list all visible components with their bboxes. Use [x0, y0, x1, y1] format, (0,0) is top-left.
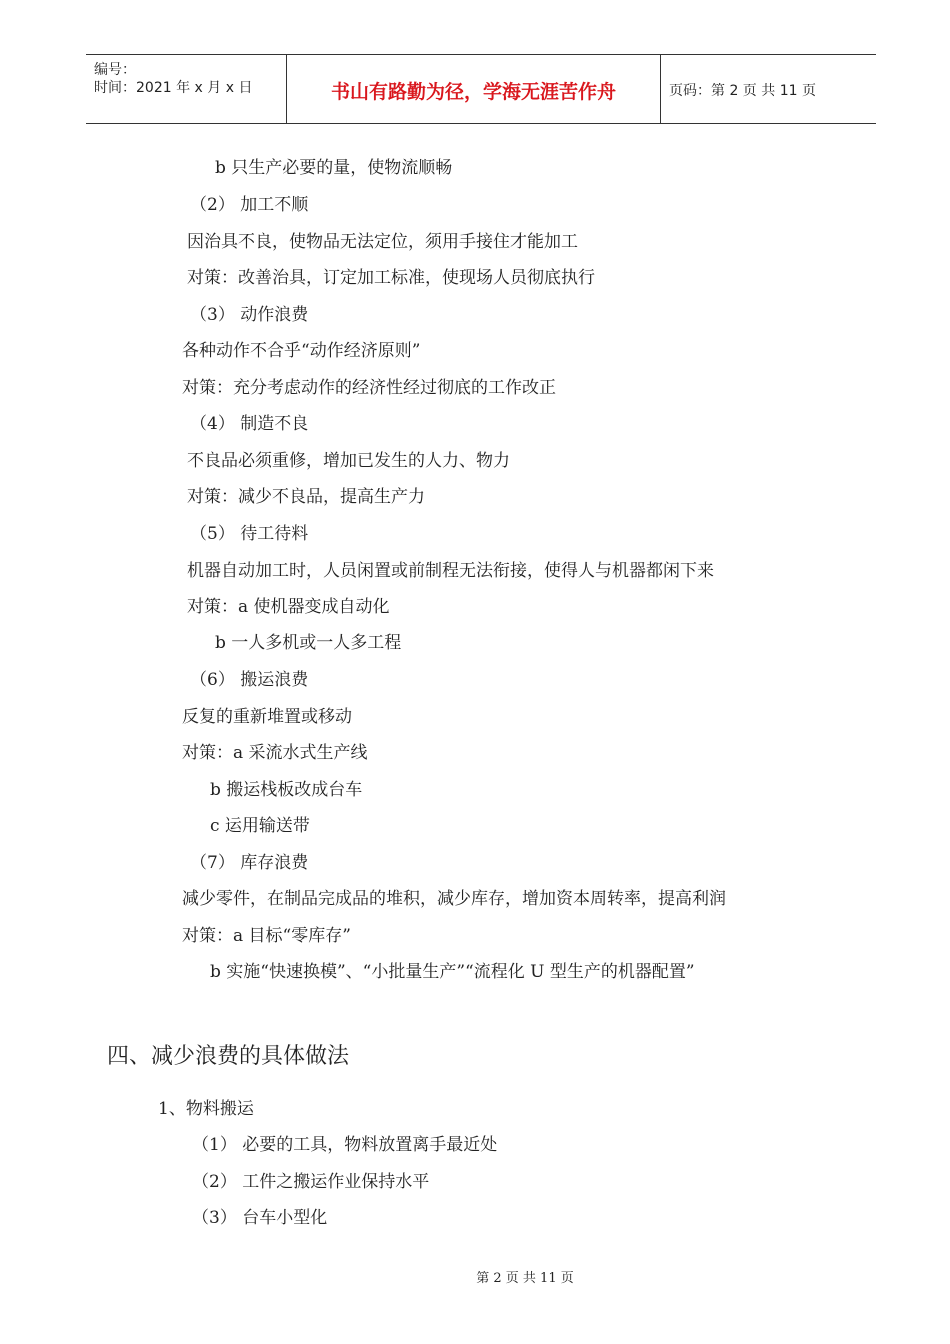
body-line: （6） 搬运浪费 — [190, 670, 309, 690]
body-line: （5） 待工待料 — [190, 524, 309, 544]
body-line: 不良品必须重修，增加已发生的人力、物力 — [187, 451, 510, 471]
body-line: 各种动作不合乎“动作经济原则” — [182, 341, 421, 361]
body-line: （3） 动作浪费 — [190, 305, 309, 325]
body-line: （4） 制造不良 — [190, 414, 309, 434]
document-time-label: 时间：2021 年 x 月 x 日 — [94, 80, 253, 96]
header-meta — [94, 61, 252, 97]
body-line: （7） 库存浪费 — [190, 853, 309, 873]
section-item: （3） 台车小型化 — [192, 1208, 328, 1228]
section-item: （2） 工件之搬运作业保持水平 — [192, 1172, 430, 1192]
body-line: b 搬运栈板改成台车 — [210, 780, 363, 800]
body-line: 因治具不良，使物品无法定位，须用手接住才能加工 — [187, 232, 578, 252]
header-page-number: 页码：第 2 页 共 11 页 — [669, 83, 816, 99]
body-line: 对策：a 使机器变成自动化 — [187, 597, 390, 617]
header-divider-right — [660, 55, 661, 123]
body-line: b 一人多机或一人多工程 — [215, 633, 402, 653]
body-line: 反复的重新堆置或移动 — [182, 707, 352, 727]
body-line: 对策：减少不良品，提高生产力 — [187, 487, 425, 507]
header-motto: 书山有路勤为径，学海无涯苦作舟 — [330, 81, 616, 103]
body-line: c 运用输送带 — [210, 816, 310, 836]
body-line: 对策：a 目标“零库存” — [182, 926, 351, 946]
body-line: 减少零件，在制品完成品的堆积，减少库存，增加资本周转率，提高利润 — [182, 889, 726, 909]
body-line: b 只生产必要的量，使物流顺畅 — [215, 158, 453, 178]
section-heading: 四、减少浪费的具体做法 — [107, 1044, 350, 1069]
body-line: （2） 加工不顺 — [190, 195, 309, 215]
page-header — [86, 54, 876, 124]
body-line: 机器自动加工时，人员闲置或前制程无法衔接，使得人与机器都闲下来 — [187, 561, 714, 581]
section-item: （1） 必要的工具，物料放置离手最近处 — [192, 1135, 498, 1155]
body-line: 对策：充分考虑动作的经济性经过彻底的工作改正 — [182, 378, 556, 398]
body-line: b 实施“快速换模”、“小批量生产”“流程化 U 型生产的机器配置” — [210, 962, 695, 982]
page-footer: 第 2 页 共 11 页 — [476, 1271, 574, 1286]
body-line: 对策：改善治具，订定加工标准，使现场人员彻底执行 — [187, 268, 595, 288]
section-subheading: 1、物料搬运 — [158, 1099, 254, 1119]
body-line: 对策：a 采流水式生产线 — [182, 743, 368, 763]
document-number-label: 编号： — [94, 62, 136, 78]
